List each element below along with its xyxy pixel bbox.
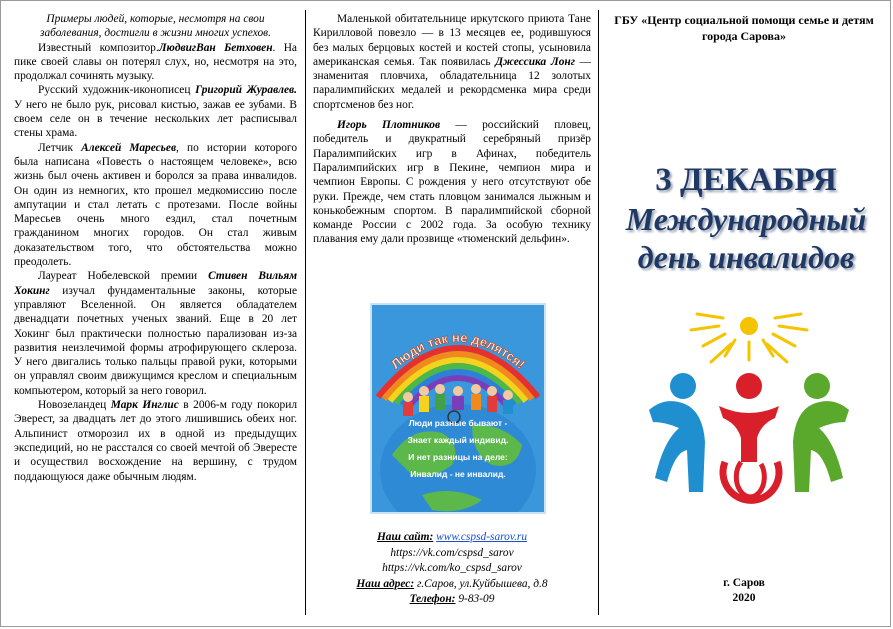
- site-line: Наш сайт: www.cspsd-sarov.ru: [376, 531, 528, 543]
- poster-image: [370, 303, 546, 514]
- poster-line-3: И нет разницы на деле:: [408, 452, 508, 462]
- poster-line-4: Инвалид - не инвалид.: [410, 469, 506, 479]
- paragraph-beethoven: Известный композитор.ЛюдвигВан Бетховен. На пике своей славы он потерял слух, но, несмотря на это, продолжал сочинять музыку.: [14, 41, 297, 83]
- column-divider-2: [598, 10, 599, 615]
- column-left: [14, 12, 297, 484]
- disability-day-logo-icon: [645, 312, 855, 512]
- intro-text: Примеры людей, которые, несмотря на свои заболевания, достигли в жизни многих успехов.: [40, 13, 271, 40]
- column-middle: [313, 12, 591, 247]
- poster-illustration: [372, 305, 544, 512]
- site-link[interactable]: www.cspsd-sarov.ru: [436, 531, 528, 543]
- phone-line: Телефон: 9-83-09: [409, 593, 495, 605]
- vk-link-2[interactable]: https://vk.com/ko_cspsd_sarov: [382, 562, 522, 574]
- title-line-3: день инвалидов: [637, 239, 855, 275]
- poster-line-2: Знает каждый индивид.: [407, 435, 509, 445]
- paragraph-zhuravlev: Русский художник-иконописец Григорий Журавлев. У него не было рук, рисовал кистью, зажав ее зубами. В своем селе он в течение нескольких лет расписывал стены храма.: [14, 84, 297, 140]
- paragraph-hawking: Лауреат Нобелевской премии Стивен Вильям Хокинг изучал фундаментальные законы, которые управляют Вселенной. Он является обладателем двенадцати почетных ученых званий. Еще в 20 лет Хокинг был практически полностью парализован из-за развития неизлечимой формы атрофирующего склероза. У него двигались только пальцы правой руки, которыми он управлял своим движущимся креслом и специальным компьютером, который за него говорил.: [14, 270, 297, 397]
- green-figure-icon: [793, 373, 849, 492]
- paragraph-long: Маленькой обитательнице иркутского приюта Тане Кирилловой повезло — в 13 месяцев ее, родившуюся без малых берцовых костей и костей стопы, усыновила американская семья. Так появилась Джессика Лонг — знаменитая пловчиха, обладательница 12 золотых паралимпийских медалей и рекордсменка мира среди спортсменов без ног.: [313, 13, 591, 111]
- title-block: [612, 160, 880, 276]
- address-line: Наш адрес: г.Саров, ул.Куйбышева, д.8: [356, 577, 548, 590]
- organization-name: ГБУ «Центр социальной помощи семье и детям города Сарова»: [614, 13, 874, 43]
- paragraph-inglis: Новозеландец Марк Инглис в 2006-м году покорил Эверест, за двадцать лет до этого лишившись обеих ног. Альпинист отморозил их в одной из предыдущих экспедиций, но не расстался со своей мечтой об Эвересте и осуществил восхождение на вершину, с трудом поддающуюся даже обычным людям.: [14, 399, 298, 483]
- city: г. Саров: [723, 577, 765, 589]
- poster-banner: Люди так не делятся!: [388, 329, 529, 372]
- blue-figure-icon: [649, 373, 705, 492]
- vk-link-1[interactable]: https://vk.com/cspsd_sarov: [390, 546, 514, 559]
- column-divider-1: [305, 10, 306, 615]
- year: 2020: [732, 592, 756, 604]
- sun-icon: [691, 314, 807, 362]
- poster-line-1: Люди разные бывают -: [408, 418, 508, 428]
- red-figure-icon: [719, 373, 779, 500]
- paragraph-maresyev: Летчик Алексей Маресьев, по истории которого была написана «Повесть о настоящем человеке», всю жизнь был очень активен и боролся за права инвалидов. Он один из немногих, кто прошел медкомиссию после ампутации и стал летать с протезами. После войны Маресьев очень много ездил, стал почетным гражданином многих городов. Он стал живым доказательством того, что обстоятельства можно преодолеть.: [14, 141, 298, 269]
- paragraph-plotnikov: Игорь Плотников — российский пловец, победитель и двукратный серебряный призёр Паралимпийских игр в Афинах, победитель Паралимпийских игр в Пекине, чемпион мира и чемпион Европы. С рождения у него отсутствуют обе руки. Прежде, чем стать пловцом занимался лыжным и конькобежным спортом. В паралимпийской сборной команде России с 2002 года. За особую технику плавания ему дали прозвище «тюменский дельфин».: [313, 119, 591, 246]
- title-line-2: Международный: [625, 201, 867, 237]
- footer-block: [608, 576, 880, 606]
- contacts-block: [313, 530, 591, 608]
- title-date: 3 ДЕКАБРЯ: [655, 162, 837, 198]
